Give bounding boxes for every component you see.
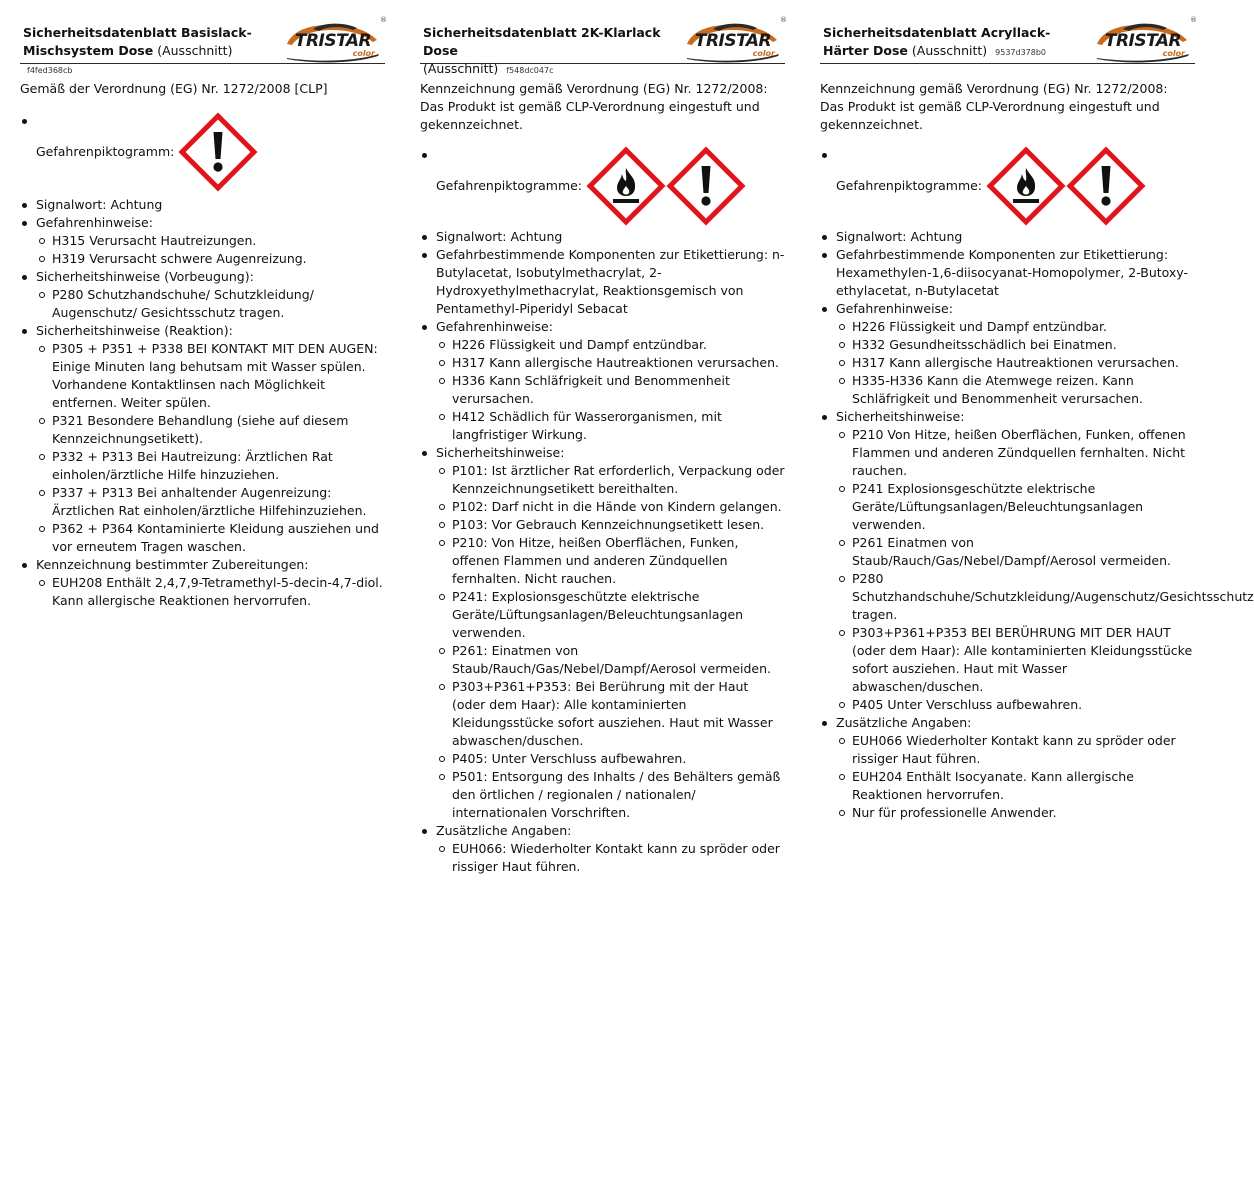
sheet-id: f548dc047c <box>506 66 554 75</box>
statement-item: EUH066 Wiederholter Kontakt kann zu spröder oder rissiger Haut führen. <box>836 732 1195 768</box>
column-header <box>420 16 787 76</box>
sheet-subtitle: (Ausschnitt) <box>157 43 233 58</box>
statement-item: H412 Schädlich für Wasserorganismen, mit langfristiger Wirkung. <box>436 408 785 444</box>
section-label: Gefahrbestimmende Komponenten zur Etikettierung: n-Butylacetat, Isobutylmethacrylat, 2-Hydroxyethylmethacrylat, Reaktionsgemisch von Pentamethyl-Piperidyl Sebacat <box>436 247 785 316</box>
logo-wordmark: TRISTAR <box>1104 31 1182 51</box>
intro-line: Kennzeichnung gemäß Verordnung (EG) Nr. 1272/2008: <box>820 81 1168 96</box>
section-label: Zusätzliche Angaben: <box>836 715 972 730</box>
flame-icon <box>986 146 1066 226</box>
hazard-list <box>420 146 785 876</box>
sheet-subtitle: (Ausschnitt) <box>423 61 499 76</box>
statement-list <box>36 232 385 268</box>
logo-wordmark: TRISTAR <box>694 31 772 51</box>
section-item <box>420 822 785 876</box>
statement-list <box>36 340 385 556</box>
pictogram-item <box>820 146 1195 226</box>
column-body <box>820 80 1254 822</box>
statement-list <box>36 574 385 610</box>
datasheet-column-haerter <box>820 16 1254 822</box>
section-label: Signalwort: Achtung <box>836 229 963 244</box>
hazard-list <box>20 112 385 610</box>
section-item <box>420 246 785 318</box>
sheet-title: Sicherheitsdatenblatt Acryllack-Härter Dose <box>823 25 1051 58</box>
statement-item: P210: Von Hitze, heißen Oberflächen, Funken, offenen Flammen und anderen Zündquellen fernhalten. Nicht rauchen. <box>436 534 785 588</box>
sheet-id: f4fed368cb <box>27 66 73 75</box>
hazard-list <box>820 146 1254 822</box>
pictogram-item <box>420 146 785 226</box>
statement-item: P332 + P313 Bei Hautreizung: Ärztlichen Rat einholen/ärztliche Hilfe hinzuziehen. <box>36 448 385 484</box>
section-label: Gefahrbestimmende Komponenten zur Etikettierung: Hexamethylen-1,6-diisocyanat-Homopolymer, 2-Butoxy-ethylacetat, n-Butylacetat <box>836 247 1189 298</box>
statement-item: P280 Schutzhandschuhe/ Schutzkleidung/ Augenschutz/ Gesichtsschutz tragen. <box>36 286 385 322</box>
pictogram-label: Gefahrenpiktogramme: <box>836 178 983 193</box>
statement-item: P362 + P364 Kontaminierte Kleidung ausziehen und vor erneutem Tragen waschen. <box>36 520 385 556</box>
section-label: Gefahrenhinweise: <box>836 301 953 316</box>
column-header <box>20 16 387 75</box>
intro-line: Kennzeichnung gemäß Verordnung (EG) Nr. 1272/2008: <box>420 81 768 96</box>
statement-list <box>836 732 1195 822</box>
pictogram-label: Gefahrenpiktogramme: <box>436 178 583 193</box>
pictogram-label: Gefahrenpiktogramm: <box>36 144 175 159</box>
exclamation-icon <box>178 112 258 192</box>
intro-line: Gemäß der Verordnung (EG) Nr. 1272/2008 [CLP] <box>20 81 328 96</box>
registered-mark: ® <box>1190 16 1197 24</box>
statement-list <box>436 840 785 876</box>
statement-item: EUH066: Wiederholter Kontakt kann zu spröder oder rissiger Haut führen. <box>436 840 785 876</box>
flame-icon <box>586 146 666 226</box>
statement-item: H332 Gesundheitsschädlich bei Einatmen. <box>836 336 1195 354</box>
datasheet-column-basislack <box>20 18 385 610</box>
logo-subword: color <box>352 49 375 58</box>
section-item <box>820 408 1254 714</box>
registered-mark: ® <box>780 16 787 24</box>
statement-list <box>436 336 785 444</box>
statement-item: P210 Von Hitze, heißen Oberflächen, Funken, offenen Flammen und anderen Zündquellen fernhalten. Nicht rauchen. <box>836 426 1195 480</box>
section-item <box>20 556 385 610</box>
sheet-id: 9537d378b0 <box>995 48 1047 57</box>
section-item <box>820 228 1195 246</box>
statement-item: EUH204 Enthält Isocyanate. Kann allergische Reaktionen hervorrufen. <box>836 768 1195 804</box>
statement-list <box>836 426 1254 714</box>
statement-list <box>436 462 785 822</box>
statement-item: P321 Besondere Behandlung (siehe auf diesem Kennzeichnungsetikett). <box>36 412 385 448</box>
section-label: Sicherheitshinweise (Vorbeugung): <box>36 269 254 284</box>
section-item <box>20 196 385 214</box>
tristar-logo <box>1093 16 1197 62</box>
section-item <box>820 246 1195 300</box>
section-label: Sicherheitshinweise: <box>436 445 565 460</box>
logo-wordmark: TRISTAR <box>294 31 372 51</box>
logo-subword: color <box>1162 49 1185 58</box>
column-header <box>820 18 1195 64</box>
statement-item: H317 Kann allergische Hautreaktionen verursachen. <box>436 354 785 372</box>
sheet-subtitle: (Ausschnitt) <box>911 43 988 58</box>
intro-text <box>20 80 385 98</box>
section-item <box>420 228 785 246</box>
registered-mark: ® <box>380 16 387 24</box>
section-item <box>20 214 385 268</box>
logo-subword: color <box>752 49 775 58</box>
intro-line: Das Produkt ist gemäß CLP-Verordnung eingestuft und gekennzeichnet. <box>820 99 1160 132</box>
statement-item: P405 Unter Verschluss aufbewahren. <box>836 696 1195 714</box>
section-label: Gefahrenhinweise: <box>436 319 553 334</box>
section-label: Sicherheitshinweise: <box>836 409 965 424</box>
section-label: Kennzeichnung bestimmter Zubereitungen: <box>36 557 309 572</box>
section-item <box>420 318 785 444</box>
section-item <box>20 322 385 556</box>
sheet-title: Sicherheitsdatenblatt 2K-Klarlack Dose <box>423 25 661 58</box>
section-label: Zusätzliche Angaben: <box>436 823 572 838</box>
statement-item: H335-H336 Kann die Atemwege reizen. Kann Schläfrigkeit und Benommenheit verursachen. <box>836 372 1195 408</box>
statement-item: H226 Flüssigkeit und Dampf entzündbar. <box>436 336 785 354</box>
section-item <box>420 444 785 822</box>
statement-item: P303+P361+P353 BEI BERÜHRUNG MIT DER HAUT (oder dem Haar): Alle kontaminierten Kleidungsstücke sofort ausziehen. Haut mit Wasser abwaschen/duschen. <box>836 624 1195 696</box>
statement-item: H319 Verursacht schwere Augenreizung. <box>36 250 385 268</box>
statement-item: EUH208 Enthält 2,4,7,9-Tetramethyl-5-decin-4,7-diol. Kann allergische Reaktionen hervorrufen. <box>36 574 385 610</box>
statement-item: P280 Schutzhandschuhe/Schutzkleidung/Augenschutz/Gesichtsschutz tragen. <box>836 570 1195 624</box>
statement-list <box>36 286 385 322</box>
statement-item: H315 Verursacht Hautreizungen. <box>36 232 385 250</box>
column-body <box>420 80 785 876</box>
column-body <box>20 80 385 610</box>
sheet-title: Sicherheitsdatenblatt Basislack-Mischsystem Dose <box>23 25 252 58</box>
section-label: Gefahrenhinweise: <box>36 215 153 230</box>
intro-text <box>420 80 785 134</box>
statement-item: H336 Kann Schläfrigkeit und Benommenheit verursachen. <box>436 372 785 408</box>
statement-item: P103: Vor Gebrauch Kennzeichnungsetikett lesen. <box>436 516 785 534</box>
statement-item: P337 + P313 Bei anhaltender Augenreizung: Ärztlichen Rat einholen/ärztliche Hilfehinzuziehen. <box>36 484 385 520</box>
statement-list <box>836 318 1195 408</box>
section-item <box>820 300 1195 408</box>
section-label: Signalwort: Achtung <box>436 229 563 244</box>
statement-item: Nur für professionelle Anwender. <box>836 804 1195 822</box>
section-label: Signalwort: Achtung <box>36 197 163 212</box>
statement-item: P405: Unter Verschluss aufbewahren. <box>436 750 785 768</box>
intro-text <box>820 80 1195 134</box>
statement-item: P101: Ist ärztlicher Rat erforderlich, Verpackung oder Kennzeichnungsetikett bereithalten. <box>436 462 785 498</box>
pictogram-item <box>20 112 385 192</box>
tristar-logo <box>683 16 787 62</box>
statement-item: H317 Kann allergische Hautreaktionen verursachen. <box>836 354 1195 372</box>
section-item <box>820 714 1195 822</box>
statement-item: H226 Flüssigkeit und Dampf entzündbar. <box>836 318 1195 336</box>
statement-item: P241 Explosionsgeschützte elektrische Geräte/Lüftungsanlagen/Beleuchtungsanlagen verwenden. <box>836 480 1195 534</box>
tristar-logo <box>283 16 387 62</box>
exclamation-icon <box>1066 146 1146 226</box>
section-item <box>20 268 385 322</box>
exclamation-icon <box>666 146 746 226</box>
statement-item: P261: Einatmen von Staub/Rauch/Gas/Nebel/Dampf/Aerosol vermeiden. <box>436 642 785 678</box>
statement-item: P241: Explosionsgeschützte elektrische Geräte/Lüftungsanlagen/Beleuchtungsanlagen verwenden. <box>436 588 785 642</box>
section-label: Sicherheitshinweise (Reaktion): <box>36 323 233 338</box>
statement-item: P303+P361+P353: Bei Berührung mit der Haut (oder dem Haar): Alle kontaminierten Kleidungsstücke sofort ausziehen. Haut mit Wasser abwaschen/duschen. <box>436 678 785 750</box>
datasheet-column-klarlack <box>420 18 785 876</box>
intro-line: Das Produkt ist gemäß CLP-Verordnung eingestuft und gekennzeichnet. <box>420 99 760 132</box>
statement-item: P501: Entsorgung des Inhalts / des Behälters gemäß den örtlichen / regionalen / nationalen/ internationalen Vorschriften. <box>436 768 785 822</box>
statement-item: P305 + P351 + P338 BEI KONTAKT MIT DEN AUGEN: Einige Minuten lang behutsam mit Wasser spülen. Vorhandene Kontaktlinsen nach Möglichkeit entfernen. Weiter spülen. <box>36 340 385 412</box>
statement-item: P261 Einatmen von Staub/Rauch/Gas/Nebel/Dampf/Aerosol vermeiden. <box>836 534 1195 570</box>
statement-item: P102: Darf nicht in die Hände von Kindern gelangen. <box>436 498 785 516</box>
